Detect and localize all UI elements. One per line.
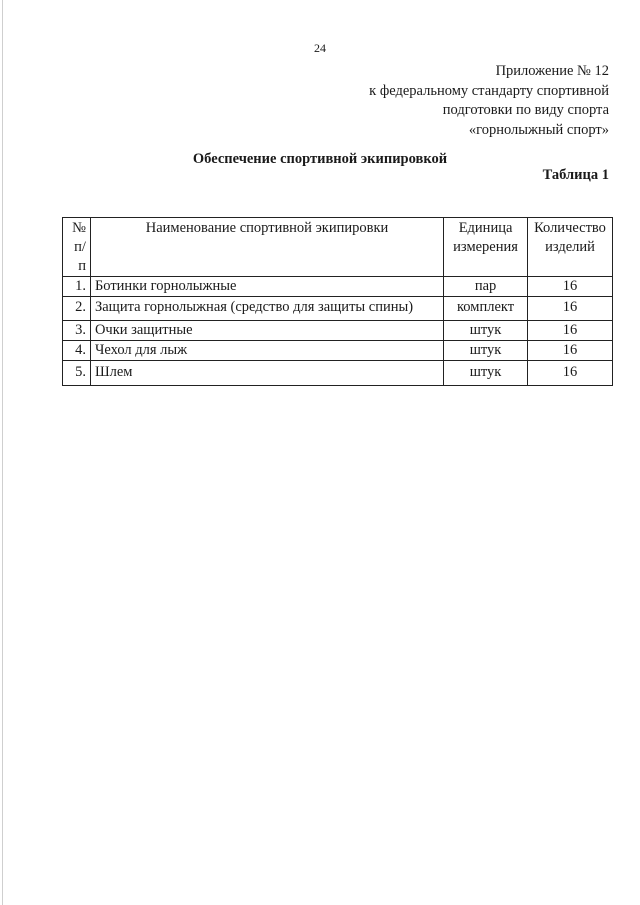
row-quantity: 16 bbox=[528, 297, 613, 321]
annex-line-1: Приложение № 12 bbox=[495, 63, 609, 79]
row-quantity: 16 bbox=[528, 321, 613, 341]
annex-line-4: «горнолыжный спорт» bbox=[468, 121, 609, 138]
row-unit: комплект bbox=[444, 297, 528, 321]
row-quantity: 16 bbox=[528, 341, 613, 361]
row-number: 3. bbox=[63, 321, 91, 341]
header-unit-line-1: Единица bbox=[458, 220, 513, 236]
document-title: Обеспечение спортивной экипировкой bbox=[192, 151, 448, 167]
row-unit: пар bbox=[444, 277, 528, 297]
row-name: Очки защитные bbox=[90, 321, 443, 341]
table-caption: Таблица 1 bbox=[542, 167, 609, 183]
scan-edge-line bbox=[2, 0, 3, 905]
table-row bbox=[63, 361, 613, 386]
row-number: 5. bbox=[63, 361, 91, 386]
header-number-line-2: п/п bbox=[74, 239, 86, 274]
row-unit: штук bbox=[444, 341, 528, 361]
equipment-table bbox=[62, 217, 613, 386]
header-quantity-line-1: Количество bbox=[534, 220, 606, 236]
table-header-row bbox=[63, 218, 613, 277]
page-number: 24 bbox=[314, 41, 326, 55]
header-unit-line-2: измерения bbox=[453, 239, 518, 255]
header-number bbox=[63, 218, 91, 277]
table-row bbox=[63, 297, 613, 321]
annex-block bbox=[369, 62, 609, 140]
annex-line-3: подготовки по виду спорта bbox=[442, 102, 609, 118]
row-name: Чехол для лыж bbox=[90, 341, 443, 361]
row-name: Защита горнолыжная (средство для защиты спины) bbox=[90, 297, 443, 321]
row-quantity: 16 bbox=[528, 361, 613, 386]
row-number: 2. bbox=[63, 297, 91, 321]
row-name: Шлем bbox=[90, 361, 443, 386]
row-quantity: 16 bbox=[528, 277, 613, 297]
header-name: Наименование спортивной экипировки bbox=[90, 218, 443, 277]
row-number: 4. bbox=[63, 341, 91, 361]
row-unit: штук bbox=[444, 361, 528, 386]
header-quantity bbox=[528, 218, 613, 277]
table-row bbox=[63, 277, 613, 297]
table-row bbox=[63, 321, 613, 341]
header-number-line-1: № bbox=[72, 220, 86, 236]
row-number: 1. bbox=[63, 277, 91, 297]
header-quantity-line-2: изделий bbox=[545, 239, 595, 255]
table-row bbox=[63, 341, 613, 361]
row-unit: штук bbox=[444, 321, 528, 341]
annex-line-2: к федеральному стандарту спортивной bbox=[369, 82, 609, 99]
row-name: Ботинки горнолыжные bbox=[90, 277, 443, 297]
header-unit bbox=[444, 218, 528, 277]
